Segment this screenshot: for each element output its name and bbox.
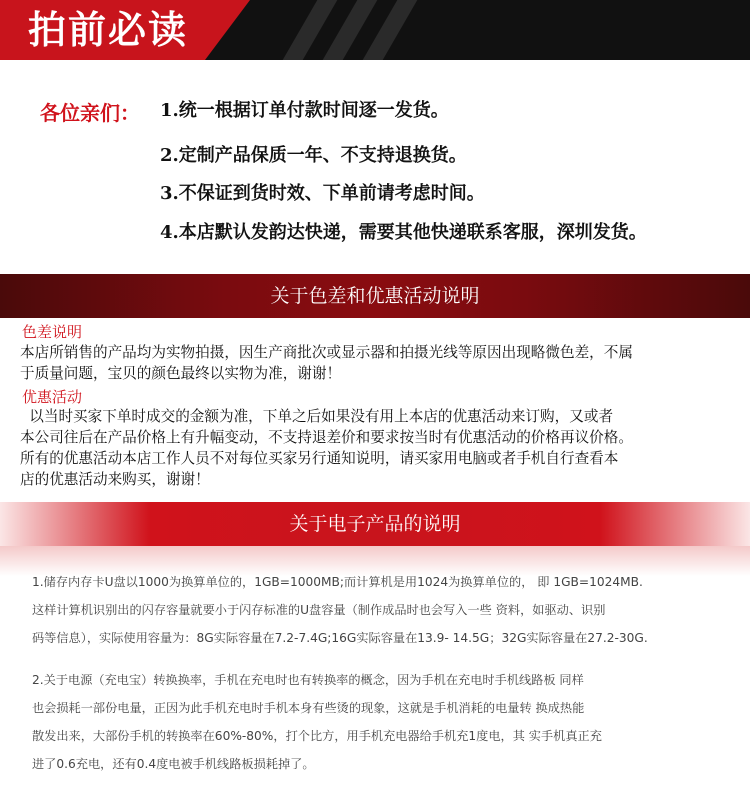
banner-title: 拍前必读 (28, 8, 189, 52)
notice-item: 4.本店默认发韵达快递，需要其他快递联系客服，深圳发货。 (160, 222, 647, 243)
promotion-title: 优惠活动 (22, 388, 83, 406)
text-line: 1.储存内存卡U盘以1000为换算单位的，1GB=1000MB;而计算机是用1024为换算单位的， 即 1GB=1024MB. (32, 575, 643, 589)
color-difference-text (20, 342, 735, 384)
text-line: 也会损耗一部份电量，正因为此手机充电时手机本身有些烫的现象，这就是手机消耗的电量转 换成热能 (32, 701, 585, 715)
text-line: 于质量问题，宝贝的颜色最终以实物为准，谢谢！ (20, 365, 342, 382)
text-line: 所有的优惠活动本店工作人员不对每位买家另行通知说明，请买家用电脑或者手机自行查看本 (20, 450, 619, 467)
top-banner (0, 0, 750, 60)
text-line: 以当时买家下单时成交的金额为准，下单之后如果没有用上本店的优惠活动来订购，又或者 (20, 408, 614, 425)
notice-item: 2.定制产品保质一年、不支持退换货。 (160, 145, 467, 166)
color-difference-title: 色差说明 (22, 323, 83, 341)
text-line: 本公司往后在产品价格上有升幅变动，不支持退差价和要求按当时有优惠活动的价格再议价格。 (20, 429, 633, 446)
section-heading-electronics: 关于电子产品的说明 (0, 502, 750, 546)
text-line: 2.关于电源（充电宝）转换换率，手机在充电时也有转换率的概念，因为手机在充电时手机线路板 同样 (32, 673, 584, 687)
salutation: 各位亲们： (40, 101, 140, 125)
promotion-text (20, 406, 735, 490)
text-line: 本店所销售的产品均为实物拍摄，因生产商批次或显示器和拍摄光线等原因出现略微色差，不属 (20, 344, 633, 361)
text-line: 这样计算机识别出的闪存容量就要小于闪存标准的U盘容量（制作成品时也会写入一些 资料，如驱动、识别 (32, 603, 606, 617)
electronics-paragraph-1 (32, 568, 732, 652)
electronics-paragraph-2 (32, 666, 732, 778)
notice-item: 1.统一根据订单付款时间逐一发货。 (160, 100, 449, 121)
text-line: 店的优惠活动来购买，谢谢！ (20, 471, 210, 488)
notice-item: 3.不保证到货时效、下单前请考虑时间。 (160, 183, 485, 204)
text-line: 码等信息），实际使用容量为：8G实际容量在7.2-7.4G;16G实际容量在13.9- 14.5G；32G实际容量在27.2-30G. (32, 631, 648, 645)
text-line: 进了0.6充电，还有0.4度电被手机线路板损耗掉了。 (32, 757, 315, 771)
text-line: 散发出来，大部份手机的转换率在60%-80%，打个比方，用手机充电器给手机充1度电，其 实手机真正充 (32, 729, 602, 743)
section-heading-color-promo: 关于色差和优惠活动说明 (0, 274, 750, 318)
